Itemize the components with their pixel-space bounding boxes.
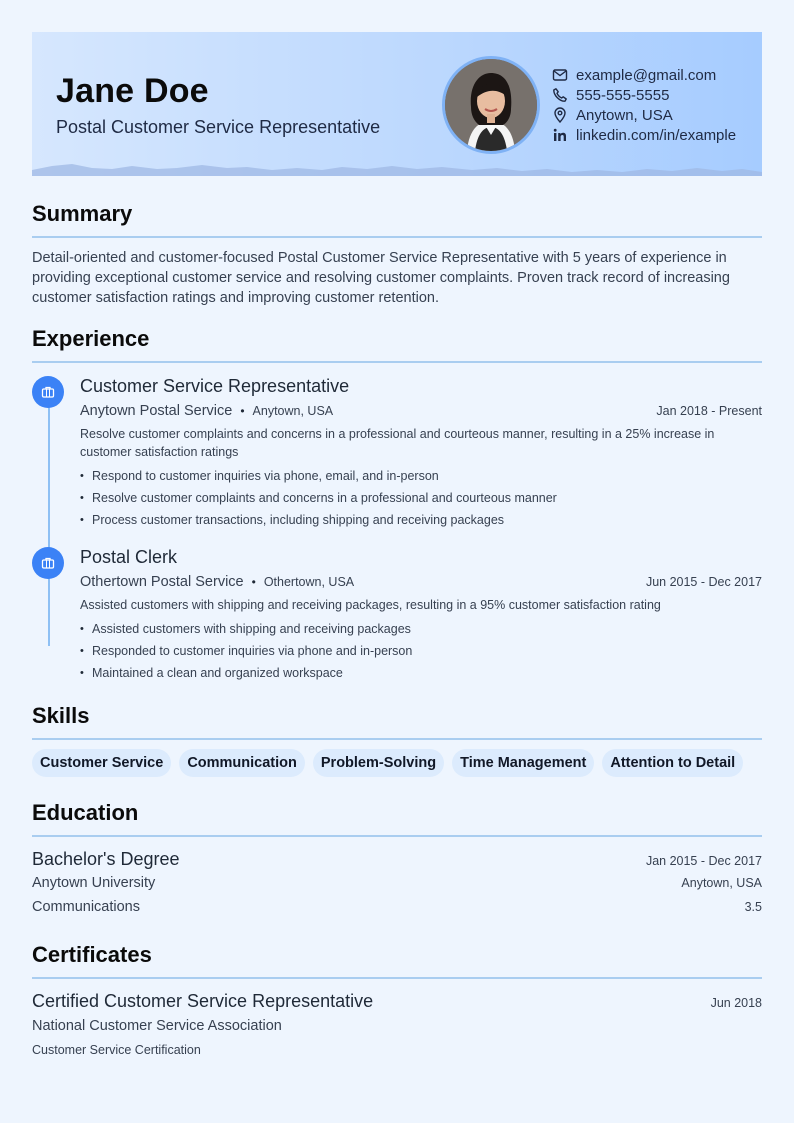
experience-section (32, 326, 762, 696)
summary-section (32, 201, 762, 308)
education-dates: Jan 2015 - Dec 2017 (645, 854, 762, 868)
location-pin-icon (552, 107, 568, 123)
profile-photo (442, 56, 540, 154)
education-heading: Education (32, 800, 762, 837)
candidate-name: Jane Doe (56, 72, 209, 110)
header-wave-decoration (32, 160, 762, 176)
briefcase-icon (32, 547, 64, 579)
skill-tag: Problem-Solving (313, 749, 444, 777)
education-section (32, 800, 762, 923)
list-item: • Process customer transactions, including shipping and receiving packages (80, 509, 762, 531)
job-description: Resolve customer complaints and concerns in a professional and courteous manner, resulting in a 25% increase in customer satisfaction ratings (80, 427, 715, 459)
certificate-row (32, 991, 762, 1017)
job-company: Othertown Postal Service (80, 574, 244, 590)
contact-linkedin[interactable] (552, 125, 736, 145)
experience-heading: Experience (32, 326, 762, 363)
list-item: • Assisted customers with shipping and receiving packages (80, 618, 762, 640)
contact-phone[interactable] (552, 85, 736, 105)
skill-tag: Communication (179, 749, 305, 777)
list-item: • Resolve customer complaints and concerns in a professional and courteous manner (80, 487, 762, 509)
briefcase-icon (32, 376, 64, 408)
certificates-section (32, 942, 762, 1059)
separator-dot: • (251, 575, 256, 589)
summary-heading: Summary (32, 201, 762, 238)
job-bullets (80, 465, 762, 531)
education-degree-row (32, 849, 762, 875)
job-dates: Jun 2015 - Dec 2017 (645, 575, 762, 589)
contact-email-text: example@gmail.com (576, 66, 717, 84)
education-school: Anytown University (32, 875, 156, 891)
job-title: Postal Clerk (80, 547, 178, 567)
separator-dot: • (240, 404, 245, 418)
skills-section (32, 703, 762, 777)
linkedin-icon (552, 127, 568, 143)
job-location: Anytown, USA (252, 404, 334, 418)
education-field: Communications (32, 899, 140, 915)
education-field-row (32, 899, 762, 923)
contact-email[interactable] (552, 65, 736, 85)
job-dates: Jan 2018 - Present (656, 404, 762, 418)
education-gpa: 3.5 (744, 900, 762, 914)
skill-tag: Customer Service (32, 749, 171, 777)
job-company: Anytown Postal Service (80, 403, 233, 419)
skill-tag: Attention to Detail (602, 749, 743, 777)
certificate-date: Jun 2018 (710, 996, 762, 1010)
skills-heading: Skills (32, 703, 762, 740)
skills-list (32, 749, 762, 777)
timeline-line (48, 384, 50, 646)
list-item: • Maintained a clean and organized workspace (80, 662, 762, 684)
job-details (80, 374, 762, 531)
job-meta (80, 400, 762, 422)
certificates-heading: Certificates (32, 942, 762, 979)
phone-icon (552, 87, 568, 103)
candidate-title: Postal Customer Service Representative (56, 117, 381, 137)
job-location: Othertown, USA (263, 575, 355, 589)
job-bullets (80, 618, 762, 684)
list-item: • Respond to customer inquiries via phone, email, and in-person (80, 465, 762, 487)
job-title: Customer Service Representative (80, 376, 350, 396)
education-location: Anytown, USA (681, 876, 762, 890)
resume-header (32, 32, 762, 176)
certificate-name: Certified Customer Service Representative (32, 991, 374, 1011)
contact-list (552, 65, 736, 145)
certificate-description-row (32, 1041, 762, 1059)
mail-icon (552, 67, 568, 83)
education-degree: Bachelor's Degree (32, 849, 180, 869)
summary-text: Detail-oriented and customer-focused Postal Customer Service Representative with 5 years of experience in providing exceptional customer service and resolving customer complaints. Proven track record of increasing customer satisfaction ratings and improving customer retention. (32, 250, 730, 306)
contact-linkedin-text: linkedin.com/in/example (576, 126, 737, 144)
job-description: Assisted customers with shipping and receiving packages, resulting in a 95% customer satisfaction rating (80, 598, 661, 612)
list-item: • Responded to customer inquiries via phone and in-person (80, 640, 762, 662)
certificate-description: Customer Service Certification (32, 1043, 201, 1057)
contact-location-text: Anytown, USA (576, 106, 673, 124)
job-details (80, 545, 762, 684)
skill-tag: Time Management (452, 749, 594, 777)
education-school-row (32, 875, 762, 899)
certificate-issuer: National Customer Service Association (32, 1018, 282, 1034)
contact-phone-text: 555-555-5555 (576, 86, 670, 104)
portrait-illustration (445, 59, 537, 151)
job-meta (80, 571, 762, 593)
contact-location (552, 105, 736, 125)
certificate-issuer-row (32, 1017, 762, 1041)
